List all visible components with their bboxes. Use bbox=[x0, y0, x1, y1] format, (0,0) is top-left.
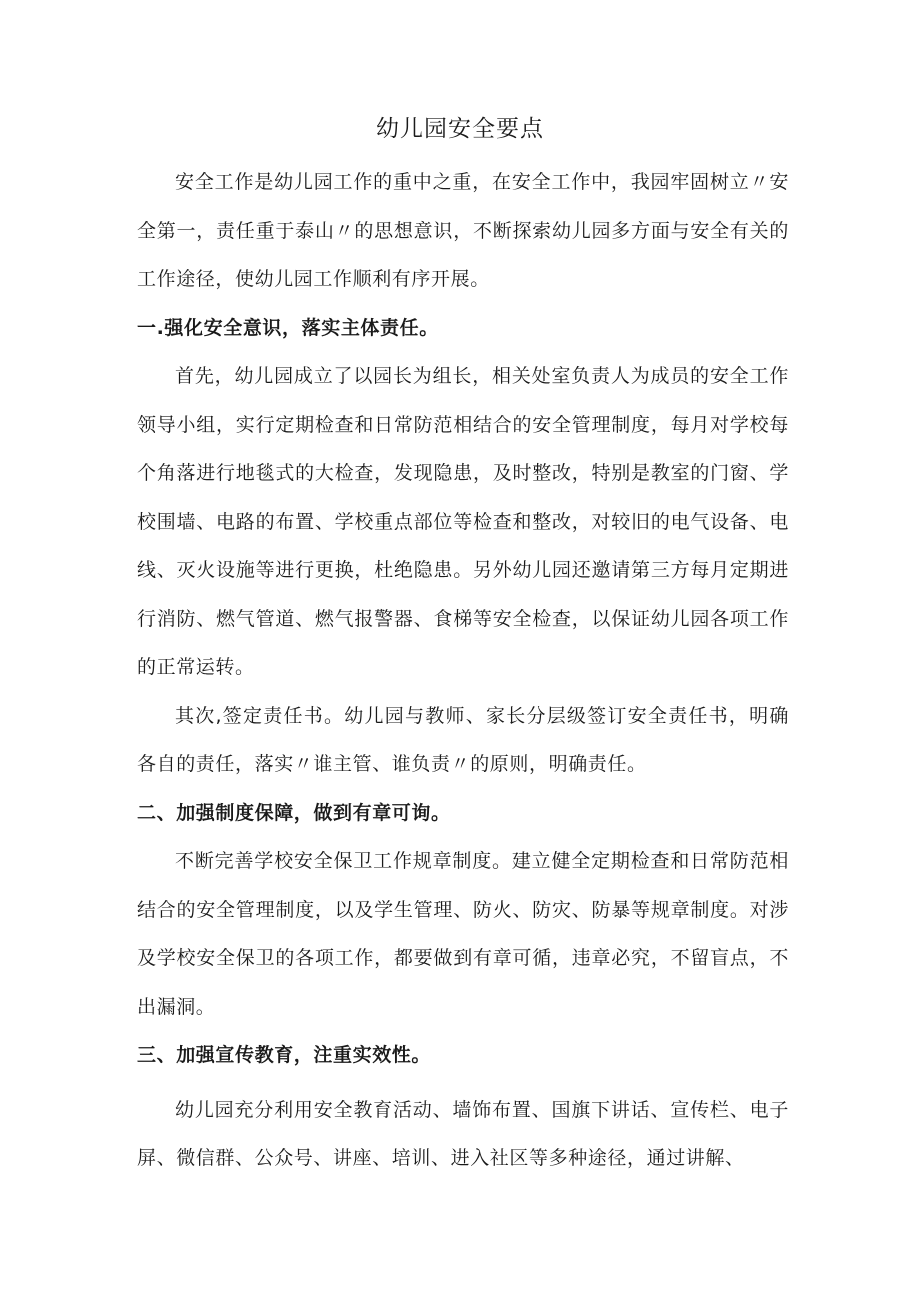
section-1-paragraph-2: 其次,签定责任书。幼儿园与教师、家长分层级签订安全责任书，明确各自的责任，落实〃谁主管、谁负责〃的原则，明确责任。 bbox=[137, 704, 789, 775]
section-3-heading: 三、加强宣传教育，注重实效性。 bbox=[137, 1044, 432, 1066]
section-1-paragraph-1: 首先，幼儿园成立了以园长为组长，相关处室负责人为成员的安全工作领导小组，实行定期检查和日常防范相结合的安全管理制度，每月对学校每个角落进行地毯式的大检查，发现隐患，及时整改，特别是教室的门窗、学校围墙、电路的布置、学校重点部位等检查和整改，对较旧的电气设备、电线、灭火设施等进行更换，杜绝隐患。另外幼儿园还邀请第三方每月定期进行消防、燃气管道、燃气报警器、食梯等安全检查，以保证幼儿园各项工作的正常运转。 bbox=[137, 365, 789, 678]
document-body bbox=[137, 158, 789, 1183]
section-3-paragraph-1: 幼儿园充分利用安全教育活动、墙饰布置、国旗下讲话、宣传栏、电子屏、微信群、公众号、讲座、培训、进入社区等多种途径，通过讲解、 bbox=[137, 1098, 789, 1169]
document-title: 幼儿园安全要点 bbox=[376, 116, 544, 142]
section-1-heading: 一.强化安全意识，落实主体责任。 bbox=[137, 316, 439, 339]
intro-paragraph: 安全工作是幼儿园工作的重中之重，在安全工作中，我园牢固树立〃安全第一，责任重于泰山〃的思想意识，不断探索幼儿园多方面与安全有关的工作途径，使幼儿园工作顺利有序开展。 bbox=[137, 171, 789, 290]
section-2-paragraph-1: 不断完善学校安全保卫工作规章制度。建立健全定期检查和日常防范相结合的安全管理制度，以及学生管理、防火、防灾、防暴等规章制度。对涉及学校安全保卫的各项工作，都要做到有章可循，违章必究，不留盲点，不出漏洞。 bbox=[137, 850, 789, 1018]
section-2-heading: 二、加强制度保障，做到有章可询。 bbox=[137, 801, 451, 824]
